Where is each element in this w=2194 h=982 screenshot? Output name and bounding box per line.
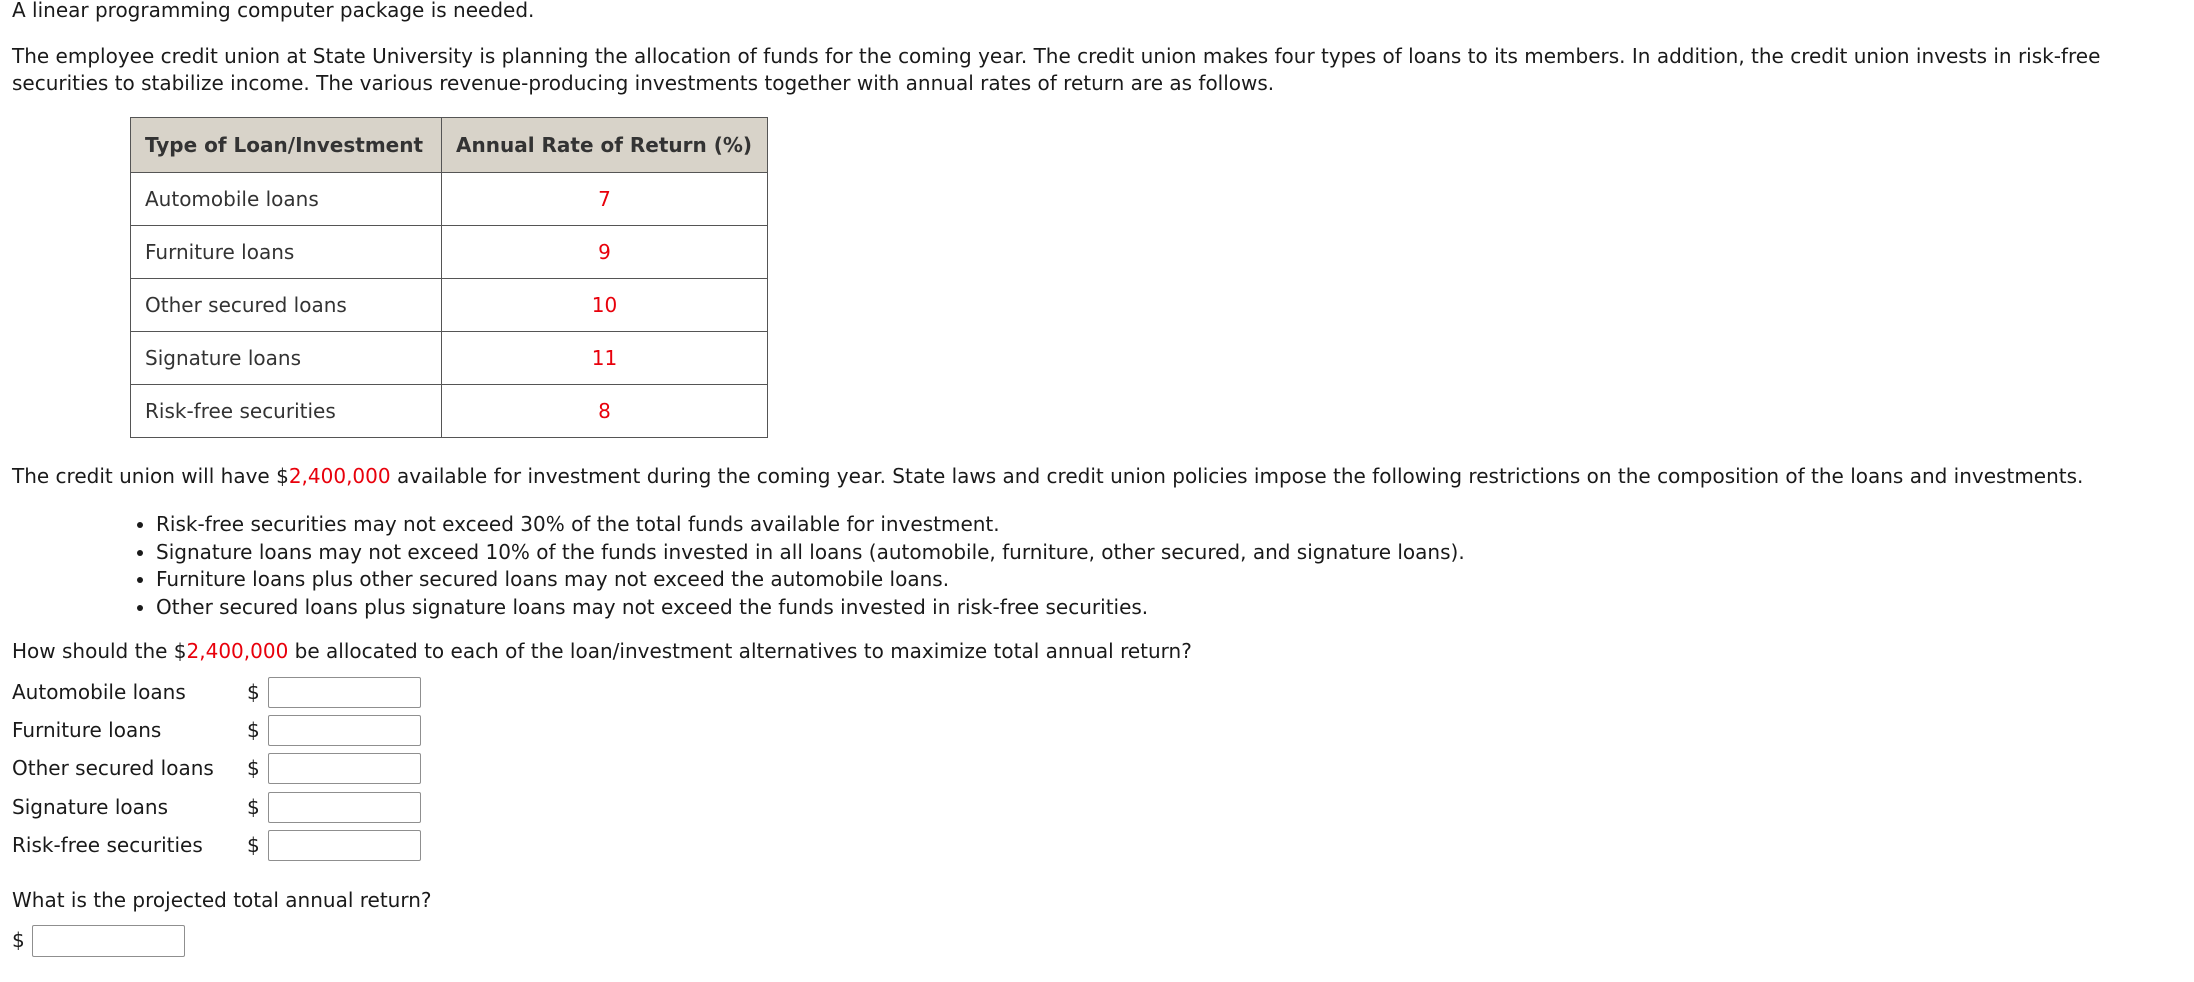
table-row: [131, 385, 768, 438]
question-amount: 2,400,000: [186, 639, 289, 663]
question-text-before: How should the $: [12, 639, 187, 663]
currency-symbol: $: [247, 718, 260, 742]
header-type: Type of Loan/Investment: [131, 118, 442, 173]
intro-text: A linear programming computer package is needed.: [12, 0, 535, 22]
allocation-question: [12, 638, 1192, 665]
currency-symbol: $: [247, 833, 260, 857]
list-item: • Signature loans may not exceed 10% of the funds invested in all loans (automobile, furniture, other secured, and signature loans).: [156, 539, 1465, 567]
list-item: • Other secured loans plus signature loans may not exceed the funds invested in risk-free securities.: [156, 594, 1465, 622]
table-row: [131, 173, 768, 226]
total-return-input[interactable]: [32, 925, 185, 957]
rate-cell: 11: [442, 332, 768, 385]
automobile-loans-input[interactable]: [268, 677, 421, 708]
question-text-after: be allocated to each of the loan/investment alternatives to maximize total annual return?: [288, 639, 1192, 663]
loan-type-cell: Other secured loans: [131, 279, 442, 332]
funds-text-after: available for investment during the coming year. State laws and credit union policies impose the following restrictions on the composition of the loans and investments.: [390, 464, 2084, 488]
rate-cell: 7: [442, 173, 768, 226]
currency-symbol: $: [247, 680, 260, 704]
answer-label: Furniture loans: [12, 718, 162, 742]
rates-table: [130, 117, 768, 438]
table-row: [131, 226, 768, 279]
table-row: [131, 332, 768, 385]
signature-loans-input[interactable]: [268, 792, 421, 823]
description-paragraph: The employee credit union at State University is planning the allocation of funds for the coming year. The credit union makes four types of loans to its members. In addition, the credit union invests in risk-free securities to stabilize income. The various revenue-producing investments together with annual rates of return are as follows.: [12, 44, 2101, 95]
total-return-question: What is the projected total annual return?: [12, 888, 432, 912]
other-secured-loans-input[interactable]: [268, 753, 421, 784]
table-header-row: [131, 118, 768, 173]
rate-cell: 8: [442, 385, 768, 438]
answer-label: Signature loans: [12, 795, 168, 819]
risk-free-securities-input[interactable]: [268, 830, 421, 861]
loan-type-cell: Automobile loans: [131, 173, 442, 226]
answer-label: Automobile loans: [12, 680, 186, 704]
rate-cell: 9: [442, 226, 768, 279]
currency-symbol: $: [12, 928, 25, 952]
currency-symbol: $: [247, 795, 260, 819]
loan-type-cell: Risk-free securities: [131, 385, 442, 438]
furniture-loans-input[interactable]: [268, 715, 421, 746]
header-rate: Annual Rate of Return (%): [442, 118, 768, 173]
restrictions-list: [130, 511, 1465, 621]
loan-type-cell: Furniture loans: [131, 226, 442, 279]
table-row: [131, 279, 768, 332]
answer-label: Risk-free securities: [12, 833, 203, 857]
answer-label: Other secured loans: [12, 756, 214, 780]
funds-text-before: The credit union will have $: [12, 464, 289, 488]
list-item: • Risk-free securities may not exceed 30% of the total funds available for investment.: [156, 511, 1465, 539]
list-item: • Furniture loans plus other secured loans may not exceed the automobile loans.: [156, 566, 1465, 594]
funds-paragraph: [12, 463, 2083, 490]
funds-amount: 2,400,000: [288, 464, 391, 488]
loan-type-cell: Signature loans: [131, 332, 442, 385]
currency-symbol: $: [247, 756, 260, 780]
rate-cell: 10: [442, 279, 768, 332]
